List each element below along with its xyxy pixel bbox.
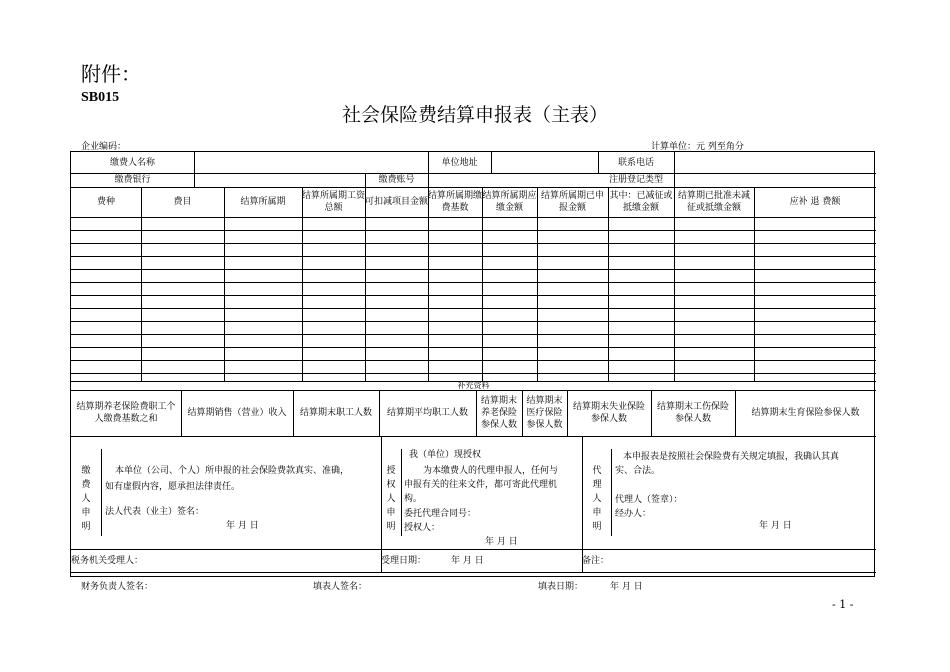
column-header: 可扣减项目金额: [365, 197, 428, 207]
authorization-text: 申报有关的往来文件，都可寄此代理机: [404, 480, 558, 490]
column-header: 费种: [96, 197, 115, 207]
authorization-label: 授权人申明: [386, 466, 396, 532]
agent-date: 年 月 日: [759, 521, 792, 531]
page-title: 社会保险费结算申报表（主表）: [341, 104, 608, 126]
payer-name-label: 缴费人名称: [109, 157, 155, 168]
agency-contract-label: 委托代理合同号：: [404, 509, 477, 519]
declaration-form-table: [70, 151, 875, 577]
attachment-label: 附件：: [81, 62, 141, 86]
supplement-item: 结算期末工伤保险参保人数: [656, 402, 729, 424]
contact-phone-label: 联系电话: [617, 157, 654, 168]
filler-signature-label: 填表人签名：: [313, 582, 368, 592]
supplement-item: 结算期末养老保险参保人数: [480, 396, 517, 430]
supplement-title: 补充资料: [457, 381, 490, 390]
payer-declaration-text: 本单位（公司、个人）所申报的社会保险费款真实、准确，: [115, 466, 350, 476]
agent-declaration-text: 实、合法。: [615, 466, 661, 476]
payer-bank-label: 缴费银行: [114, 175, 151, 185]
supplement-item: 结算期末医疗保险参保人数: [526, 396, 563, 430]
fill-date-label: 填表日期：: [538, 582, 584, 592]
supplement-item: 结算期末生育保险参保人数: [751, 408, 860, 418]
enterprise-code-label: 企业编码：: [81, 142, 127, 152]
column-header: 其中：已减征或抵缴金额: [609, 191, 673, 213]
supplement-item: 结算期末失业保险参保人数: [572, 402, 645, 424]
fill-date: 年 月 日: [610, 582, 643, 592]
tax-receiver-label: 税务机关受理人：: [71, 556, 144, 566]
form-code: SB015: [81, 90, 120, 105]
agent-signature-label: 代理人（签章）：: [615, 495, 683, 505]
handler-label: 经办人：: [615, 509, 652, 519]
authorization-text: 构。: [404, 494, 423, 504]
supplement-item: 结算期养老保险费职工个人缴费基数之和: [76, 402, 176, 424]
legal-rep-signature-label: 法人代表（业主）签名：: [105, 507, 205, 517]
unit-label: 计算单位：元 列至角分: [651, 142, 744, 152]
account-number-label: 缴费账号: [378, 175, 415, 185]
acceptance-date-label: 受理日期：: [381, 556, 427, 566]
column-header: 结算所属期应缴金额: [482, 191, 537, 213]
column-header: 结算期已批准未减征或抵缴金额: [677, 191, 750, 213]
remark-label: 备注：: [582, 556, 610, 566]
agent-declaration-label: 代理人申明: [592, 466, 602, 532]
column-header: 结算所属期工资总额: [302, 191, 365, 213]
finance-signature-label: 财务负责人签名：: [81, 582, 154, 592]
column-header: 结算所属期: [240, 197, 286, 207]
supplement-item: 结算期末职工人数: [299, 408, 372, 418]
authorization-date: 年 月 日: [485, 537, 518, 547]
column-header: 应补 退 费额: [789, 197, 841, 207]
acceptance-date: 年 月 日: [451, 556, 484, 566]
column-header: 结算所属期缴费基数: [428, 191, 482, 213]
payer-declaration-text: 如有虚假内容，愿承担法律责任。: [105, 482, 241, 492]
registration-type-label: 注册登记类型: [608, 175, 663, 185]
authorization-heading: 我（单位）现授权: [409, 450, 482, 460]
column-header: 结算所属期已申报金额: [540, 191, 604, 213]
payer-date: 年 月 日: [226, 521, 259, 531]
agent-declaration-text: 本申报表是按照社会保险费有关规定填报，我确认其真: [623, 452, 840, 462]
column-header: 费目: [173, 197, 192, 207]
payer-declaration-label: 缴费人申明: [81, 466, 91, 532]
supplement-item: 结算期平均职工人数: [386, 408, 468, 418]
page-number: - 1 -: [832, 598, 854, 611]
supplement-item: 结算期销售（营业）收入: [187, 408, 287, 418]
authorizer-label: 授权人：: [404, 523, 441, 533]
authorization-text: 为本缴费人的代理申报人，任何与: [423, 466, 559, 476]
unit-address-label: 单位地址: [441, 157, 478, 168]
